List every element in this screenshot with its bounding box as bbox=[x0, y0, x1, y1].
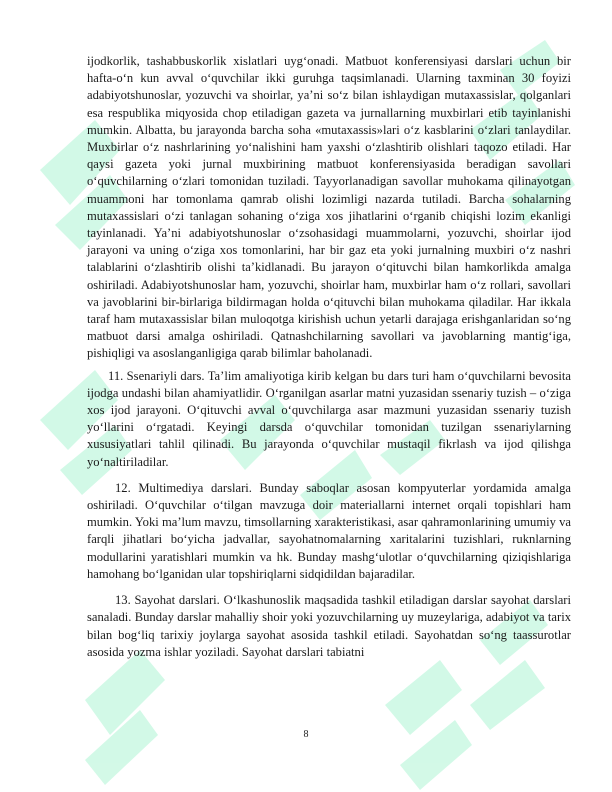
page-number: 8 bbox=[303, 729, 309, 740]
paragraph-travel-lesson: 13. Sayohat darslari. O‘lkashunoslik maqsadida tashkil etiladigan darslar sayohat darslari sanaladi. Bunday darslar mahalliy shoir yoki yozuvchilarning uy muzeylariga, adabiyot va tarix bilan bog‘liq tarixiy joylarga sayohat asosida tashkil etiladi. Sayohatdan so‘ng taassurotlar asosida yozma ishlar yoziladi. Sayohat darslari tabiatni bbox=[87, 593, 571, 659]
paragraph-scenario-lesson: 11. Ssenariyli dars. Ta’lim amaliyotiga kirib kelgan bu dars turi ham o‘quvchilarni bevosita ijodga undashi bilan ahamiyatlidir. O‘rganilgan asarlar matni yuzasidan ssenariy tuzish – o‘ziga xos ijod jarayoni. O‘qituvchi avval o‘quvchilarga asar mazmuni yuzasidan ssenariy tuzish yo‘llarini o‘rgatadi. Keyingi darsda o‘quvchilar tomonidan tuzilgan ssenariylarning xususiyatlari tahlil qilinadi. Bu jarayonda o‘quvchilar mustaqil fikrlash va ijod qilishga yo‘naltiriladilar. bbox=[87, 368, 571, 469]
body-text bbox=[87, 53, 571, 661]
paragraph-multimedia-lesson: 12. Multimediya darslari. Bunday saboqlar asosan kompyuterlar yordamida amalga oshiriladi. O‘quvchilar o‘tilgan mavzuga doir materiallarni internet orqali topishlari ham mumkin. Yoki ma’lum mavzu, timsollarning xarakteristikasi, asar qahramonlarining umumiy va farqli jihatlari bo‘yicha jadvallar, sayohatnomalarning xaritalarini tuzishlari, ruknlarning modullarini yaratishlari mumkin va hk. Bunday mashg‘ulotlar o‘quvchilarning qiziqishlariga hamohang bo‘lganidan ular topshiriqlarni sidqidildan bajaradilar. bbox=[87, 480, 571, 581]
paragraph-press-conference-lesson: ijodkorlik, tashabbuskorlik xislatlari uyg‘onadi. Matbuot konferensiyasi darslari uchun bir hafta-o‘n kun avval o‘quvchilar ikki guruhga taqsimlanadi. Ularning taxminan 30 foyizi adabiyotshunoslar, yozuvchi va shoirlar, ya’ni so‘z bilan ishlaydigan mutaxassislar, qolganlari esa respublika miqyosida chop etiladigan gazeta va jurnallarning muxbirlari etib tayinlanishi mumkin. Albatta, bu jarayonda barcha soha «mutaxassis»lari o‘z kasblarini o‘zlari tanlaydilar. Muxbirlar o‘z nashrlarining yo‘nalishini ham yaxshi o‘zlashtirib olishlari taqozo etiladi. Har qaysi gazeta yoki jurnal muxbirining matbuot konferensiyasida beradigan savollari o‘quvchilarning o‘zlari tomonidan tuziladi. Tayyorlanadigan savollar muhokama qilinayotgan muammoni har tomonlama qamrab olishi lozimligi nazarda tutiladi. Barcha sohalarning mutaxassislari o‘zi tanlagan sohaning o‘ziga xos jihatlarini o‘rganib chiqishi lozim ekanligi tayinlanadi. Ya’ni adabiyotshunoslar o‘zsohasidagi muammolarni, yozuvchi, shoirlar ijod jarayoni va uning o‘ziga xos tomonlarini, har bir gaz eta yoki jurnalning muxbiri o‘z nashri talablarini o‘zlashtirib olishi ta’kidlanadi. Bu jarayon o‘qituvchi bilan hamkorlikda amalga oshiriladi. Adabiyotshunoslar ham, yozuvchi, shoirlar ham, muxbirlar ham o‘z rollari, savollari va javoblarini bir-birlariga bildirmagan holda o‘qituvchi bilan muhokama qiladilar. Har ikkala taraf ham mutaxassislar bilan muloqotga kirishish uchun yetarli darajaga erishganlaridan so‘ng matbuot darsi amalga oshiriladi. Qatnashchilarning savollari va javoblarning mantig‘iga, pishiqligi va asoslanganligiga qarab bilimlar baholanadi. bbox=[87, 54, 571, 361]
